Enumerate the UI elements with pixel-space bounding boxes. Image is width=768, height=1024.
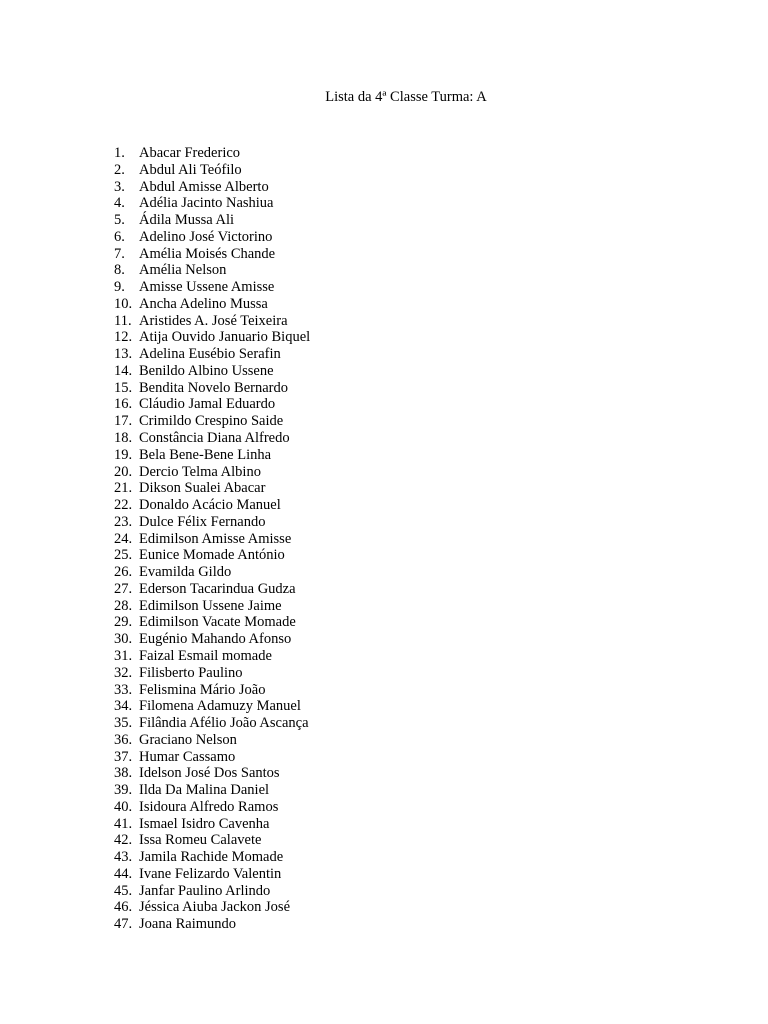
list-item <box>114 883 310 900</box>
list-item <box>114 765 310 782</box>
list-item <box>114 849 310 866</box>
list-item-number: 43. <box>114 849 133 866</box>
list-item <box>114 497 310 514</box>
list-item-number: 20. <box>114 463 133 480</box>
student-name: Filomena Adamuzy Manuel <box>139 698 301 715</box>
student-name: Bendita Novelo Bernardo <box>139 379 288 396</box>
list-item-number: 17. <box>114 413 133 430</box>
list-item <box>114 246 310 263</box>
list-item-number: 26. <box>114 564 133 581</box>
list-item-number: 10. <box>114 295 133 312</box>
list-item-number: 37. <box>114 748 133 765</box>
list-item <box>114 162 310 179</box>
list-item-number: 41. <box>114 815 133 832</box>
student-name: Jamila Rachide Momade <box>139 849 284 866</box>
student-name: Faizal Esmail momade <box>139 647 272 664</box>
list-item <box>114 145 310 162</box>
list-item-number: 25. <box>114 547 133 564</box>
list-item <box>114 447 310 464</box>
list-item <box>114 262 310 279</box>
list-item-number: 39. <box>114 782 133 799</box>
list-item-number: 8. <box>114 262 125 279</box>
list-item <box>114 464 310 481</box>
list-item <box>114 799 310 816</box>
student-name: Filisberto Paulino <box>139 664 243 681</box>
list-item-number: 14. <box>114 362 133 379</box>
list-item-number: 23. <box>114 513 133 530</box>
list-item-number: 33. <box>114 681 133 698</box>
list-item-number: 2. <box>114 161 125 178</box>
list-item-number: 19. <box>114 446 133 463</box>
list-item <box>114 581 310 598</box>
list-item-number: 12. <box>114 329 133 346</box>
list-item <box>114 346 310 363</box>
list-item <box>114 396 310 413</box>
student-name: Edimilson Ussene Jaime <box>139 597 282 614</box>
list-item-number: 28. <box>114 597 133 614</box>
student-name: Adélia Jacinto Nashiua <box>139 195 274 212</box>
list-item <box>114 682 310 699</box>
list-item-number: 34. <box>114 698 133 715</box>
list-item-number: 15. <box>114 379 133 396</box>
list-item-number: 30. <box>114 631 133 648</box>
list-item-number: 3. <box>114 178 125 195</box>
student-name: Idelson José Dos Santos <box>139 765 280 782</box>
student-name: Amélia Moisés Chande <box>139 245 276 262</box>
list-item-number: 32. <box>114 664 133 681</box>
list-item-number: 45. <box>114 882 133 899</box>
student-name: Jéssica Aiuba Jackon José <box>139 899 291 916</box>
student-name: Graciano Nelson <box>139 731 237 748</box>
list-item <box>114 715 310 732</box>
student-name: Aristides A. José Teixeira <box>139 312 288 329</box>
student-name: Edimilson Vacate Momade <box>139 614 296 631</box>
student-name: Issa Romeu Calavete <box>139 832 262 849</box>
list-item-number: 5. <box>114 212 125 229</box>
list-item <box>114 430 310 447</box>
list-item <box>114 313 310 330</box>
list-item-number: 35. <box>114 715 133 732</box>
list-item <box>114 179 310 196</box>
student-name: Cláudio Jamal Eduardo <box>139 396 276 413</box>
list-item-number: 27. <box>114 580 133 597</box>
student-name: Eunice Momade António <box>139 547 285 564</box>
student-name: Joana Raimundo <box>139 916 237 933</box>
list-item <box>114 564 310 581</box>
student-name: Ádila Mussa Ali <box>139 212 235 229</box>
list-item-number: 7. <box>114 245 125 262</box>
list-item <box>114 380 310 397</box>
list-item <box>114 229 310 246</box>
list-item-number: 24. <box>114 530 133 547</box>
student-name: Ederson Tacarindua Gudza <box>139 580 296 597</box>
list-item-number: 21. <box>114 480 133 497</box>
list-item <box>114 598 310 615</box>
student-name: Bela Bene-Bene Linha <box>139 446 272 463</box>
list-item <box>114 631 310 648</box>
student-name: Edimilson Amisse Amisse <box>139 530 292 547</box>
student-name: Dikson Sualei Abacar <box>139 480 266 497</box>
student-name: Amélia Nelson <box>139 262 227 279</box>
list-item-number: 31. <box>114 647 133 664</box>
student-name: Constância Diana Alfredo <box>139 430 290 447</box>
student-name: Ivane Felizardo Valentin <box>139 865 282 882</box>
list-item <box>114 916 310 933</box>
list-item <box>114 648 310 665</box>
list-item <box>114 866 310 883</box>
list-item-number: 6. <box>114 228 125 245</box>
student-list <box>114 145 310 933</box>
student-name: Abdul Amisse Alberto <box>139 178 269 195</box>
list-item <box>114 614 310 631</box>
list-item-number: 29. <box>114 614 133 631</box>
list-item <box>114 363 310 380</box>
list-item-number: 1. <box>114 145 125 161</box>
student-name: Ilda Da Malina Daniel <box>139 782 270 799</box>
list-item-number: 22. <box>114 497 133 514</box>
student-name: Crimildo Crespino Saide <box>139 413 284 430</box>
list-item <box>114 212 310 229</box>
list-item-number: 9. <box>114 279 125 296</box>
student-name: Filândia Afélio João Ascança <box>139 715 309 732</box>
list-item-number: 13. <box>114 346 133 363</box>
list-item <box>114 480 310 497</box>
student-name: Ancha Adelino Mussa <box>139 295 268 312</box>
list-item <box>114 514 310 531</box>
list-item <box>114 665 310 682</box>
list-item <box>114 816 310 833</box>
list-item <box>114 296 310 313</box>
student-name: Donaldo Acácio Manuel <box>139 497 281 514</box>
student-name: Evamilda Gildo <box>139 564 232 581</box>
list-item-number: 38. <box>114 765 133 782</box>
student-name: Janfar Paulino Arlindo <box>139 882 271 899</box>
list-item-number: 40. <box>114 798 133 815</box>
student-name: Humar Cassamo <box>139 748 236 765</box>
list-item <box>114 698 310 715</box>
list-item <box>114 195 310 212</box>
list-item <box>114 899 310 916</box>
list-item-number: 4. <box>114 195 125 212</box>
list-item-number: 47. <box>114 916 133 933</box>
student-name: Eugénio Mahando Afonso <box>139 631 292 648</box>
student-name: Adelino José Victorino <box>139 228 273 245</box>
student-name: Dulce Félix Fernando <box>139 513 266 530</box>
list-item-number: 46. <box>114 899 133 916</box>
student-name: Atija Ouvido Januario Biquel <box>139 329 311 346</box>
list-item <box>114 531 310 548</box>
student-name: Benildo Albino Ussene <box>139 362 274 379</box>
student-name: Felismina Mário João <box>139 681 266 698</box>
list-item <box>114 749 310 766</box>
student-name: Dercio Telma Albino <box>139 463 261 480</box>
list-item-number: 11. <box>114 312 132 329</box>
list-item-number: 36. <box>114 731 133 748</box>
list-item <box>114 732 310 749</box>
list-item-number: 16. <box>114 396 133 413</box>
list-item <box>114 279 310 296</box>
student-name: Abdul Ali Teófilo <box>139 161 242 178</box>
student-name: Ismael Isidro Cavenha <box>139 815 270 832</box>
list-item <box>114 782 310 799</box>
list-item-number: 44. <box>114 865 133 882</box>
student-name: Isidoura Alfredo Ramos <box>139 798 279 815</box>
page-title: Lista da 4ª Classe Turma: A <box>325 89 487 105</box>
list-item <box>114 413 310 430</box>
list-item <box>114 329 310 346</box>
student-name: Abacar Frederico <box>139 145 241 161</box>
list-item-number: 42. <box>114 832 133 849</box>
student-name: Adelina Eusébio Serafin <box>139 346 281 363</box>
list-item <box>114 547 310 564</box>
list-item-number: 18. <box>114 430 133 447</box>
list-item <box>114 832 310 849</box>
student-name: Amisse Ussene Amisse <box>139 279 275 296</box>
